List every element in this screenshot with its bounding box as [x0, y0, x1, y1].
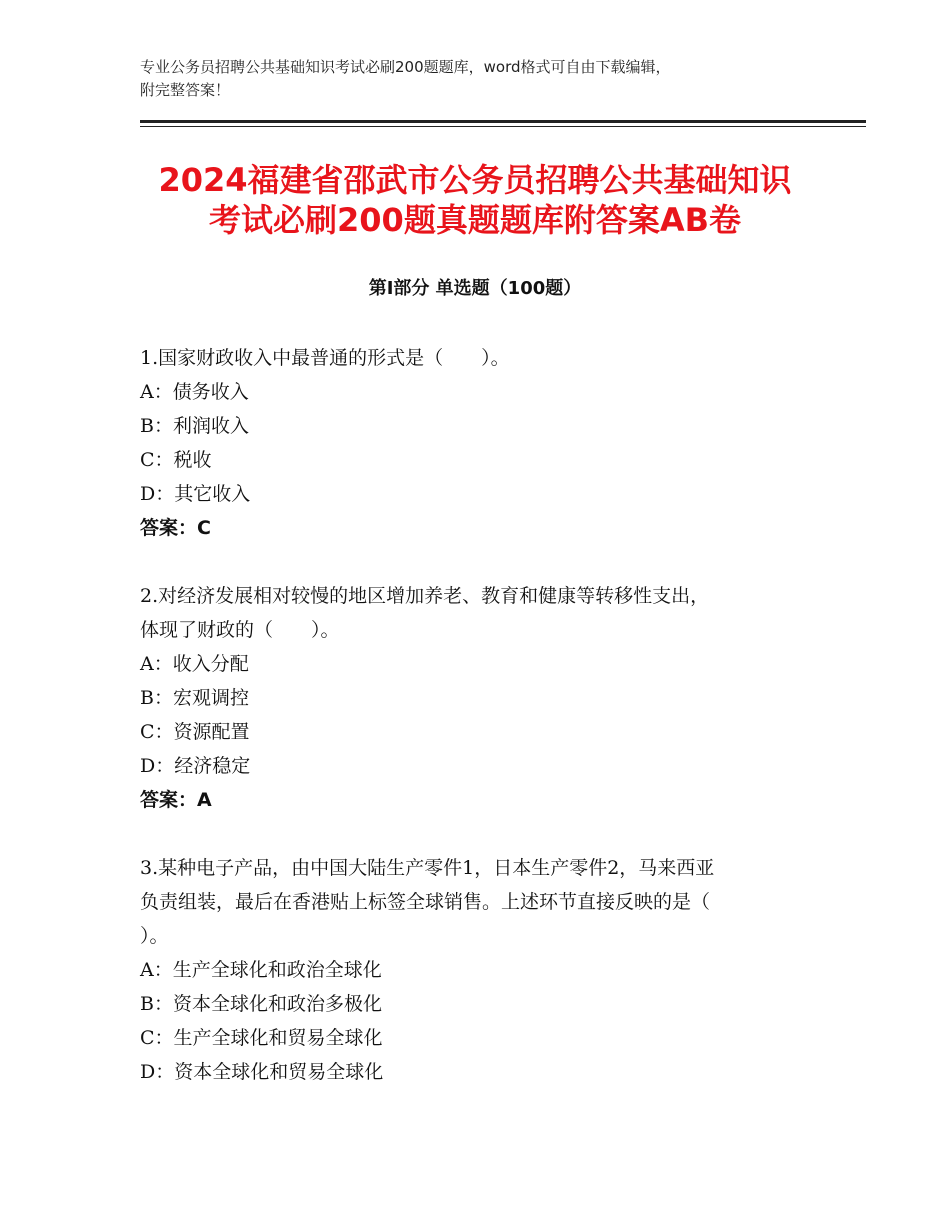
question-stem-cont: ）。 — [140, 925, 169, 947]
question-3 — [140, 851, 820, 1089]
option-c: C：生产全球化和贸易全球化 — [140, 1027, 383, 1049]
document-title-line-1: 2024福建省邵武市公务员招聘公共基础知识 — [158, 161, 792, 199]
section-title: 第Ⅰ部分 单选题（100题） — [368, 278, 582, 299]
document-title — [100, 160, 850, 240]
option-b: B：资本全球化和政治多极化 — [140, 993, 382, 1015]
question-list — [140, 341, 820, 1123]
option-d: D：其它收入 — [140, 483, 251, 505]
answer: 答案：C — [140, 517, 211, 539]
document-title-line-2: 考试必刷200题真题题库附答案AB卷 — [209, 201, 741, 239]
header-divider-thin — [140, 126, 866, 127]
header-note — [140, 56, 840, 102]
question-stem-cont: 负责组装，最后在香港贴上标签全球销售。上述环节直接反映的是（ — [140, 891, 711, 913]
question-1 — [140, 341, 820, 545]
option-c: C：税收 — [140, 449, 212, 471]
question-stem-cont: 体现了财政的（ ）。 — [140, 619, 340, 641]
answer: 答案：A — [140, 789, 212, 811]
option-a: A：收入分配 — [140, 653, 249, 675]
option-d: D：经济稳定 — [140, 755, 251, 777]
header-divider-thick — [140, 120, 866, 123]
option-a: A：债务收入 — [140, 381, 249, 403]
question-stem: 2.对经济发展相对较慢的地区增加养老、教育和健康等转移性支出， — [140, 585, 710, 607]
option-b: B：利润收入 — [140, 415, 249, 437]
question-2 — [140, 579, 820, 817]
header-note-line-1: 专业公务员招聘公共基础知识考试必刷200题题库，word格式可自由下载编辑， — [140, 58, 671, 76]
question-stem: 3.某种电子产品，由中国大陆生产零件1，日本生产零件2，马来西亚 — [140, 857, 715, 879]
header-note-line-2: 附完整答案！ — [140, 81, 231, 99]
option-a: A：生产全球化和政治全球化 — [140, 959, 382, 981]
question-stem: 1.国家财政收入中最普通的形式是（ ）。 — [140, 347, 510, 369]
option-c: C：资源配置 — [140, 721, 250, 743]
option-d: D：资本全球化和贸易全球化 — [140, 1061, 384, 1083]
option-b: B：宏观调控 — [140, 687, 249, 709]
